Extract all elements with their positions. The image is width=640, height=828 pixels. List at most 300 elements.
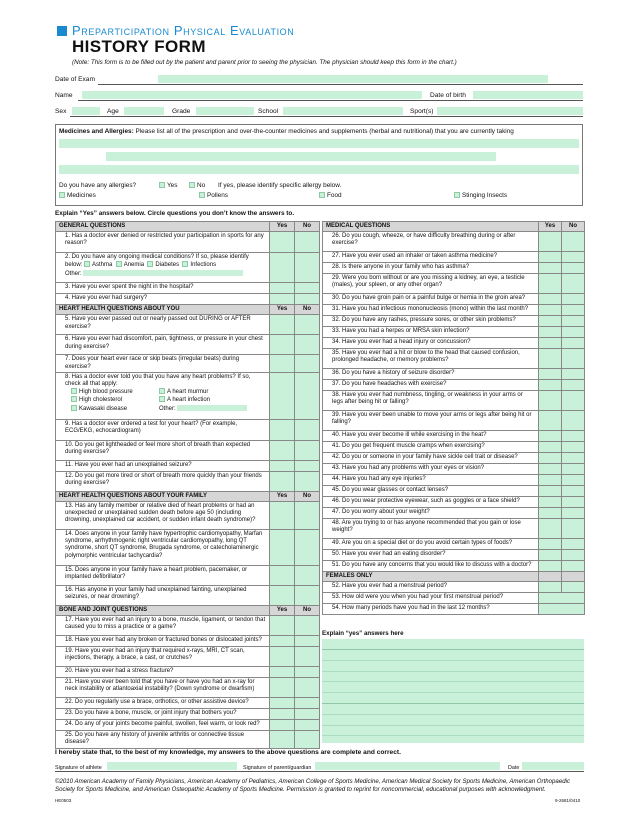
- question-row-51: [323, 561, 585, 572]
- q41-no-cell[interactable]: [562, 442, 585, 453]
- form-note: (Note: This form is to be filled out by the patient and parent prior to seeing the physician. The physician should keep this form in the chart.): [72, 59, 457, 66]
- q17-no-cell[interactable]: [295, 616, 320, 636]
- question-20: 20. Have you ever had a stress fracture?: [56, 667, 270, 678]
- question-27: 27. Have you ever used an inhaler or taken asthma medicine?: [323, 252, 539, 263]
- question-row-18: [56, 636, 320, 647]
- question-row-37: [323, 380, 585, 391]
- question-row-48: [323, 519, 585, 539]
- sports-label: Sport(s): [410, 108, 434, 115]
- question-row-22: [56, 698, 320, 709]
- bone-yes-header: Yes: [270, 605, 295, 615]
- signature-parent-field[interactable]: [315, 762, 500, 770]
- q52-yes-cell[interactable]: [539, 582, 562, 593]
- allergy-medicines-checkbox[interactable]: [59, 192, 65, 198]
- question-row-44: [323, 475, 585, 486]
- name-field[interactable]: [82, 91, 422, 99]
- question-10: 10. Do you get lightheaded or feel more short of breath than expected during exercise?: [56, 440, 270, 460]
- q4-yes-cell[interactable]: [270, 294, 295, 305]
- question-row-42: [323, 453, 585, 464]
- q21-no-cell[interactable]: [295, 678, 320, 698]
- q26-no-cell[interactable]: [562, 232, 585, 252]
- q19-no-cell[interactable]: [295, 647, 320, 667]
- q49-no-cell[interactable]: [562, 539, 585, 550]
- medicines-field-3[interactable]: [59, 165, 579, 174]
- sex-label: Sex: [55, 108, 67, 115]
- general-header: GENERAL QUESTIONS: [56, 222, 270, 232]
- family-header: HEART HEALTH QUESTIONS ABOUT YOUR FAMILY: [56, 491, 270, 501]
- q1-yes-cell[interactable]: [270, 232, 295, 253]
- q2-other-field[interactable]: [83, 270, 243, 276]
- question-row-39: [323, 411, 585, 431]
- q2-anemia-label: Anemia: [123, 262, 145, 269]
- question-row-11: [56, 460, 320, 471]
- medical-header-row: [323, 222, 585, 232]
- q34-no-cell[interactable]: [562, 338, 585, 349]
- q50-no-cell[interactable]: [562, 550, 585, 561]
- q41-yes-cell[interactable]: [539, 442, 562, 453]
- q5-no-cell[interactable]: [295, 315, 320, 335]
- q17-yes-cell[interactable]: [270, 616, 295, 636]
- q13-yes-cell[interactable]: [270, 501, 295, 529]
- q46-no-cell[interactable]: [562, 497, 585, 508]
- question-row-4: [56, 294, 320, 305]
- q48-yes-cell[interactable]: [539, 519, 562, 539]
- q16-no-cell[interactable]: [295, 585, 320, 605]
- females-header-row: [323, 572, 585, 582]
- question-row-5: [56, 315, 320, 335]
- question-row-23: [56, 709, 320, 720]
- allergy-no-option[interactable]: [189, 182, 205, 190]
- q8-high-bp-checkbox[interactable]: [71, 388, 77, 394]
- date-of-exam-label: Date of Exam: [55, 76, 95, 83]
- q40-no-cell[interactable]: [562, 431, 585, 442]
- q30-yes-cell[interactable]: [539, 294, 562, 305]
- q48-no-cell[interactable]: [562, 519, 585, 539]
- q2-anemia-checkbox[interactable]: [116, 261, 122, 267]
- form-code-right: 9-2681/0410: [555, 798, 581, 803]
- q51-no-cell[interactable]: [562, 561, 585, 572]
- q34-yes-cell[interactable]: [539, 338, 562, 349]
- allergy-food-checkbox[interactable]: [319, 192, 325, 198]
- question-47: 47. Do you worry about your weight?: [323, 508, 539, 519]
- q51-yes-cell[interactable]: [539, 561, 562, 572]
- q12-yes-cell[interactable]: [270, 471, 295, 491]
- question-row-49: [323, 539, 585, 550]
- q28-no-cell[interactable]: [562, 263, 585, 274]
- question-21: 21. Have you ever been told that you have or have you had an x-ray for neck instability or atlantoaxial instability? (Down syndrome or dwarfism): [56, 678, 270, 698]
- q2-asthma-label: Asthma: [92, 262, 113, 269]
- q54-answer-cell[interactable]: [539, 604, 585, 615]
- q8-kawasaki-label: Kawasaki disease: [79, 405, 128, 412]
- question-row-47: [323, 508, 585, 519]
- question-31: 31. Have you had infectious mononucleosis (mono) within the last month?: [323, 305, 539, 316]
- question-row-10: [56, 440, 320, 460]
- attestation-statement: I hereby state that, to the best of my knowledge, my answers to the above questions are complete and correct.: [55, 749, 401, 756]
- question-row-34: [323, 338, 585, 349]
- q49-yes-cell[interactable]: [539, 539, 562, 550]
- question-45: 45. Do you wear glasses or contact lenses?: [323, 486, 539, 497]
- q2-options: [84, 262, 216, 268]
- q3-no-cell[interactable]: [295, 283, 320, 294]
- q44-no-cell[interactable]: [562, 475, 585, 486]
- question-6: 6. Have you ever had discomfort, pain, tightness, or pressure in your chest during exercise?: [56, 335, 270, 355]
- q16-yes-cell[interactable]: [270, 585, 295, 605]
- q43-yes-cell[interactable]: [539, 464, 562, 475]
- q2-other-row: [65, 270, 266, 278]
- allergy-food-option[interactable]: [319, 192, 342, 200]
- question-51: 51. Do you have any concerns that you would like to discuss with a doctor?: [323, 561, 539, 572]
- q29-yes-cell[interactable]: [539, 274, 562, 294]
- allergy-no-checkbox[interactable]: [189, 182, 195, 188]
- allergy-pollens-option[interactable]: [199, 192, 228, 200]
- q27-no-cell[interactable]: [562, 252, 585, 263]
- question-row-25: [56, 731, 320, 748]
- question-37: 37. Do you have headaches with exercise?: [323, 380, 539, 391]
- q2-infections-label: Infections: [190, 262, 217, 269]
- q42-yes-cell[interactable]: [539, 453, 562, 464]
- question-24: 24. Do any of your joints become painful, swollen, feel warm, or look red?: [56, 720, 270, 731]
- q6-yes-cell[interactable]: [270, 335, 295, 355]
- sex-field[interactable]: [72, 107, 100, 115]
- q36-no-cell[interactable]: [562, 369, 585, 380]
- question-row-52: [323, 582, 585, 593]
- question-3: 3. Have you ever spent the night in the hospital?: [56, 283, 270, 294]
- question-34: 34. Have you ever had a head injury or concussion?: [323, 338, 539, 349]
- q3-yes-cell[interactable]: [270, 283, 295, 294]
- q31-yes-cell[interactable]: [539, 305, 562, 316]
- q35-no-cell[interactable]: [562, 349, 585, 369]
- family-no-header: No: [295, 491, 320, 501]
- q8-options: [65, 388, 266, 413]
- right-questions-table: [322, 221, 585, 615]
- q53-answer-cell[interactable]: [539, 593, 585, 604]
- q45-no-cell[interactable]: [562, 486, 585, 497]
- family-yes-header: Yes: [270, 491, 295, 501]
- q39-yes-cell[interactable]: [539, 411, 562, 431]
- q37-yes-cell[interactable]: [539, 380, 562, 391]
- question-33: 33. Have you had a herpes or MRSA skin infection?: [323, 327, 539, 338]
- q39-no-cell[interactable]: [562, 411, 585, 431]
- signature-athlete-field[interactable]: [107, 762, 237, 770]
- q27-yes-cell[interactable]: [539, 252, 562, 263]
- allergy-medicines-label: Medicines: [67, 192, 96, 199]
- question-row-43: [323, 464, 585, 475]
- q20-no-cell[interactable]: [295, 667, 320, 678]
- question-row-26: [323, 232, 585, 252]
- medicines-field-1[interactable]: [59, 139, 579, 148]
- question-44: 44. Have you had any eye injuries?: [323, 475, 539, 486]
- medicines-heading: Medicines and Allergies:: [59, 128, 134, 135]
- q35-yes-cell[interactable]: [539, 349, 562, 369]
- question-48: 48. Are you trying to or has anyone recommended that you gain or lose weight?: [323, 519, 539, 539]
- q9-no-cell[interactable]: [295, 419, 320, 440]
- question-5: 5. Have you ever passed out or nearly passed out DURING or AFTER exercise?: [56, 315, 270, 335]
- sex-line: [70, 116, 583, 117]
- q32-yes-cell[interactable]: [539, 316, 562, 327]
- q1-no-cell[interactable]: [295, 232, 320, 253]
- q8-yes-cell[interactable]: [270, 372, 295, 419]
- question-8-cell: [56, 372, 270, 419]
- school-label: School: [258, 108, 279, 115]
- q38-no-cell[interactable]: [562, 391, 585, 411]
- q8-cholesterol-checkbox[interactable]: [71, 396, 77, 402]
- q26-yes-cell[interactable]: [539, 232, 562, 252]
- q30-no-cell[interactable]: [562, 294, 585, 305]
- females-header: FEMALES ONLY: [323, 572, 539, 582]
- question-row-3: [56, 283, 320, 294]
- q2-other-label: Other:: [65, 270, 82, 277]
- question-11: 11. Have you ever had an unexplained seizure?: [56, 460, 270, 471]
- q29-no-cell[interactable]: [562, 274, 585, 294]
- q46-yes-cell[interactable]: [539, 497, 562, 508]
- question-52: 52. Have you ever had a menstrual period?: [323, 582, 539, 593]
- q11-no-cell[interactable]: [295, 460, 320, 471]
- q45-yes-cell[interactable]: [539, 486, 562, 497]
- signature-athlete-label: Signature of athlete: [55, 765, 102, 771]
- question-42: 42. Do you or someone in your family have sickle cell trait or disease?: [323, 453, 539, 464]
- question-row-35: [323, 349, 585, 369]
- heart-no-header: No: [295, 305, 320, 315]
- question-row-27: [323, 252, 585, 263]
- medicines-box: [55, 124, 583, 206]
- q2-asthma-checkbox[interactable]: [84, 261, 90, 267]
- allergy-no-label: No: [197, 182, 206, 189]
- question-12: 12. Do you get more tired or short of breath more quickly than your friends during exercise?: [56, 471, 270, 491]
- name-label: Name: [55, 92, 73, 99]
- explain-here-label: Explain “yes” answers here: [322, 630, 404, 637]
- question-38: 38. Have you ever had numbness, tingling, or weakness in your arms or legs after being hit or falling?: [323, 391, 539, 411]
- question-41: 41. Do you get frequent muscle cramps when exercising?: [323, 442, 539, 453]
- bone-header-row: [56, 605, 320, 615]
- q8-infection-checkbox[interactable]: [159, 396, 165, 402]
- q33-no-cell[interactable]: [562, 327, 585, 338]
- sports-field[interactable]: [437, 107, 583, 115]
- question-25: 25. Do you have any history of juvenile arthritis or connective tissue disease?: [56, 731, 270, 748]
- q10-no-cell[interactable]: [295, 440, 320, 460]
- q47-no-cell[interactable]: [562, 508, 585, 519]
- question-22: 22. Do you regularly use a brace, orthotics, or other assistive device?: [56, 698, 270, 709]
- question-row-13: [56, 501, 320, 529]
- q2-no-cell[interactable]: [295, 253, 320, 283]
- allergy-yes-checkbox[interactable]: [159, 182, 165, 188]
- q8-infection-label: A heart infection: [167, 397, 211, 404]
- question-row-30: [323, 294, 585, 305]
- q47-yes-cell[interactable]: [539, 508, 562, 519]
- q22-no-cell[interactable]: [295, 698, 320, 709]
- question-row-8: [56, 372, 320, 419]
- form-code-left: HE0503: [55, 798, 72, 803]
- question-54: 54. How many periods have you had in the last 12 months?: [323, 604, 539, 615]
- q13-no-cell[interactable]: [295, 501, 320, 529]
- question-30: 30. Do you have groin pain or a painful bulge or hernia in the groin area?: [323, 294, 539, 305]
- question-row-24: [56, 720, 320, 731]
- question-4: 4. Have you ever had surgery?: [56, 294, 270, 305]
- form-title-line1: Preparticipation Physical Evaluation: [72, 23, 295, 38]
- signature-date-field[interactable]: [522, 762, 584, 770]
- q21-yes-cell[interactable]: [270, 678, 295, 698]
- q38-yes-cell[interactable]: [539, 391, 562, 411]
- q11-yes-cell[interactable]: [270, 460, 295, 471]
- question-row-54: [323, 604, 585, 615]
- q8-other-label: Other:: [159, 405, 176, 412]
- date-of-birth-label: Date of birth: [430, 92, 466, 99]
- question-row-1: [56, 232, 320, 253]
- title-marker: [57, 26, 67, 36]
- q7-no-cell[interactable]: [295, 355, 320, 372]
- question-9: 9. Has a doctor ever ordered a test for your heart? (For example, ECG/EKG, echocardiogram): [56, 419, 270, 440]
- allergy-medicines-option[interactable]: [59, 192, 96, 200]
- question-32: 32. Do you have any rashes, pressure sores, or other skin problems?: [323, 316, 539, 327]
- q8-murmur-checkbox[interactable]: [159, 388, 165, 394]
- q8-no-cell[interactable]: [295, 372, 320, 419]
- q28-yes-cell[interactable]: [539, 263, 562, 274]
- q8-other-field[interactable]: [177, 405, 247, 411]
- q19-yes-cell[interactable]: [270, 647, 295, 667]
- heart-header: HEART HEALTH QUESTIONS ABOUT YOU: [56, 305, 270, 315]
- medicines-field-2[interactable]: [106, 152, 496, 161]
- females-header-yes-blank: [539, 572, 562, 582]
- medicines-instruction: [59, 128, 514, 136]
- heart-header-row: [56, 305, 320, 315]
- q52-no-cell[interactable]: [562, 582, 585, 593]
- q25-no-cell[interactable]: [295, 731, 320, 748]
- q5-yes-cell[interactable]: [270, 315, 295, 335]
- question-row-9: [56, 419, 320, 440]
- q22-yes-cell[interactable]: [270, 698, 295, 709]
- medicines-text: Please list all of the prescription and over-the-counter medicines and supplements (herbal and nutritional) that you are currently taking: [135, 128, 514, 135]
- allergy-pollens-checkbox[interactable]: [199, 192, 205, 198]
- no-col-header: No: [295, 222, 320, 232]
- question-26: 26. Do you cough, wheeze, or have difficulty breathing during or after exercise?: [323, 232, 539, 252]
- question-row-7: [56, 355, 320, 372]
- q4-no-cell[interactable]: [295, 294, 320, 305]
- question-46: 46. Do you wear protective eyewear, such as goggles or a face shield?: [323, 497, 539, 508]
- q15-yes-cell[interactable]: [270, 565, 295, 585]
- q8-murmur-label: A heart murmur: [167, 389, 209, 396]
- q23-no-cell[interactable]: [295, 709, 320, 720]
- medical-header: MEDICAL QUESTIONS: [323, 222, 539, 232]
- question-row-20: [56, 667, 320, 678]
- question-7: 7. Does your heart ever race or skip beats (irregular beats) during exercise?: [56, 355, 270, 372]
- question-row-21: [56, 678, 320, 698]
- q43-no-cell[interactable]: [562, 464, 585, 475]
- q8-high-bp-label: High blood pressure: [79, 389, 133, 396]
- question-row-36: [323, 369, 585, 380]
- date-of-exam-field[interactable]: [158, 75, 548, 83]
- question-40: 40. Have you ever become ill while exercising in the heat?: [323, 431, 539, 442]
- q8-kawasaki-checkbox[interactable]: [71, 405, 77, 411]
- allergy-question-row: [59, 182, 136, 190]
- allergy-yes-label: Yes: [167, 182, 178, 189]
- question-row-53: [323, 593, 585, 604]
- q6-no-cell[interactable]: [295, 335, 320, 355]
- q15-no-cell[interactable]: [295, 565, 320, 585]
- grade-field[interactable]: [196, 107, 254, 115]
- family-header-row: [56, 491, 320, 501]
- question-28: 28. Is there anyone in your family who has asthma?: [323, 263, 539, 274]
- q2-infections-checkbox[interactable]: [182, 261, 188, 267]
- q7-yes-cell[interactable]: [270, 355, 295, 372]
- question-row-32: [323, 316, 585, 327]
- females-header-no-blank: [562, 572, 585, 582]
- question-2-cell: [56, 253, 270, 283]
- q31-no-cell[interactable]: [562, 305, 585, 316]
- question-39: 39. Have you ever been unable to move your arms or legs after being hit or falling?: [323, 411, 539, 431]
- question-2: 2. Do you have any ongoing medical conditions? If so, please identify below:: [65, 254, 249, 269]
- allergy-food-label: Food: [327, 192, 342, 199]
- question-15: 15. Does anyone in your family have a heart problem, pacemaker, or implanted defibrillator?: [56, 565, 270, 585]
- q10-yes-cell[interactable]: [270, 440, 295, 460]
- medical-yes-header: Yes: [539, 222, 562, 232]
- name-line: [78, 100, 583, 101]
- q24-no-cell[interactable]: [295, 720, 320, 731]
- q44-yes-cell[interactable]: [539, 475, 562, 486]
- question-50: 50. Have you ever had an eating disorder?: [323, 550, 539, 561]
- q2-diabetes-label: Diabetes: [155, 262, 180, 269]
- question-row-6: [56, 335, 320, 355]
- medical-no-header: No: [562, 222, 585, 232]
- question-row-15: [56, 565, 320, 585]
- q36-yes-cell[interactable]: [539, 369, 562, 380]
- age-field[interactable]: [124, 107, 164, 115]
- signature-parent-label: Signature of parent/guardian: [243, 765, 312, 771]
- q2-yes-cell[interactable]: [270, 253, 295, 283]
- q42-no-cell[interactable]: [562, 453, 585, 464]
- q33-yes-cell[interactable]: [539, 327, 562, 338]
- allergy-yes-option[interactable]: [159, 182, 177, 190]
- q25-yes-cell[interactable]: [270, 731, 295, 748]
- q9-yes-cell[interactable]: [270, 419, 295, 440]
- date-of-exam-line: [98, 84, 583, 85]
- q2-diabetes-checkbox[interactable]: [147, 261, 153, 267]
- question-row-46: [323, 497, 585, 508]
- question-17: 17. Have you ever had an injury to a bone, muscle, ligament, or tendon that caused you to miss a practice or a game?: [56, 616, 270, 636]
- explain-instruction: Explain “Yes” answers below. Circle questions you don’t know the answers to.: [55, 210, 295, 217]
- q50-yes-cell[interactable]: [539, 550, 562, 561]
- q23-yes-cell[interactable]: [270, 709, 295, 720]
- question-53: 53. How old were you when you had your first menstrual period?: [323, 593, 539, 604]
- q20-yes-cell[interactable]: [270, 667, 295, 678]
- q32-no-cell[interactable]: [562, 316, 585, 327]
- explain-here-lines: [322, 639, 584, 743]
- q12-no-cell[interactable]: [295, 471, 320, 491]
- q24-yes-cell[interactable]: [270, 720, 295, 731]
- question-row-16: [56, 585, 320, 605]
- allergy-question: Do you have any allergies?: [59, 182, 137, 189]
- q14-yes-cell[interactable]: [270, 529, 295, 565]
- question-row-38: [323, 391, 585, 411]
- heart-yes-header: Yes: [270, 305, 295, 315]
- q18-no-cell[interactable]: [295, 636, 320, 647]
- question-43: 43. Have you had any problems with your eyes or vision?: [323, 464, 539, 475]
- question-row-40: [323, 431, 585, 442]
- yes-col-header: Yes: [270, 222, 295, 232]
- question-13: 13. Has any family member or relative died of heart problems or had an unexpected or unexplained sudden death before age 50 (including drowning, unexplained car accident, or sudden infant death syndrome)?: [56, 501, 270, 529]
- school-field[interactable]: [283, 107, 403, 115]
- q14-no-cell[interactable]: [295, 529, 320, 565]
- q18-yes-cell[interactable]: [270, 636, 295, 647]
- age-label: Age: [107, 108, 119, 115]
- allergy-stinging-checkbox[interactable]: [454, 192, 460, 198]
- question-29: 29. Were you born without or are you missing a kidney, an eye, a testicle (males), your spleen, or any other organ?: [323, 274, 539, 294]
- bone-header: BONE AND JOINT QUESTIONS: [56, 605, 270, 615]
- date-of-birth-field[interactable]: [473, 91, 583, 99]
- signature-line: [55, 771, 584, 772]
- allergy-stinging-option[interactable]: [454, 192, 507, 200]
- question-row-33: [323, 327, 585, 338]
- q40-yes-cell[interactable]: [539, 431, 562, 442]
- q37-no-cell[interactable]: [562, 380, 585, 391]
